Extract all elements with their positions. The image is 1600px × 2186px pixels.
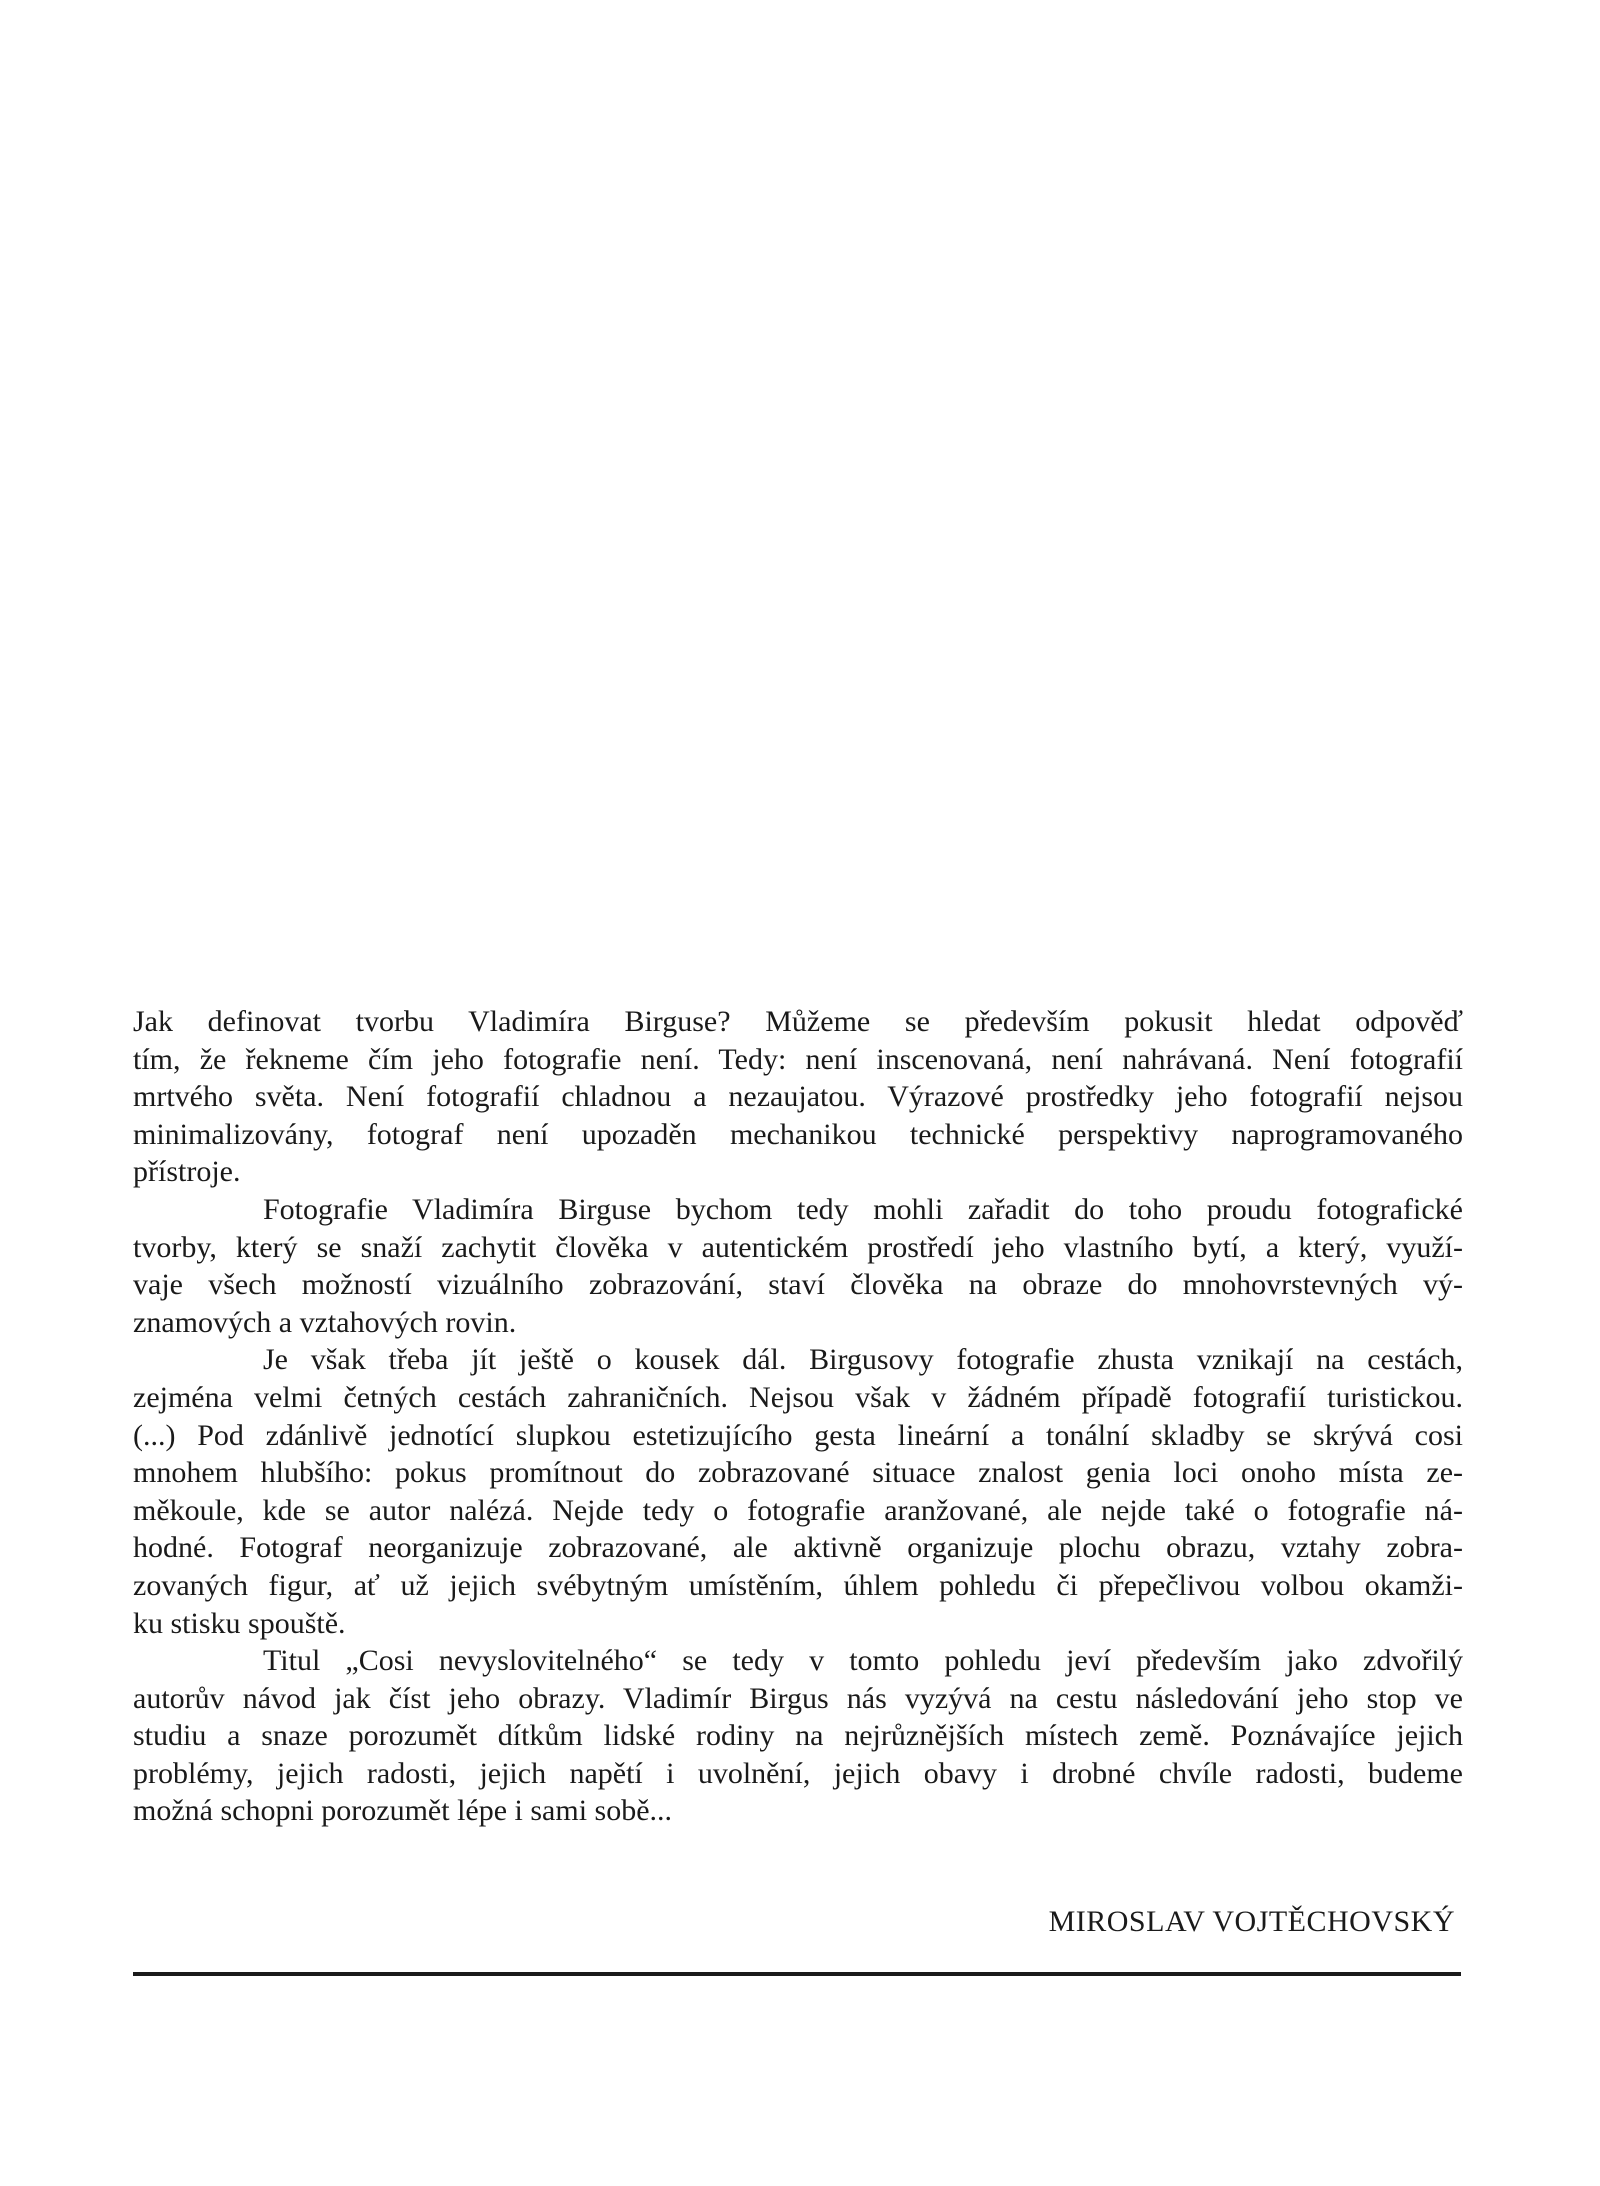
article-body <box>133 1003 1463 1830</box>
paragraph-line: zovaných figur, ať už jejich svébytným umístěním, úhlem pohledu či přepečlivou volbou okamži- <box>133 1568 1463 1602</box>
paragraph-line: hodné. Fotograf neorganizuje zobrazované, ale aktivně organizuje plochu obrazu, vztahy zobra- <box>133 1531 1463 1565</box>
paragraph-line: tím, že řekneme čím jeho fotografie není. Tedy: není inscenovaná, není nahrávaná. Není fotografií <box>133 1042 1463 1076</box>
paragraph-line: autorův návod jak číst jeho obrazy. Vladimír Birgus nás vyzývá na cestu následování jeho stop ve <box>133 1681 1463 1715</box>
paragraph-line: zejména velmi četných cestách zahraničních. Nejsou však v žádném případě fotografií turistickou. <box>133 1380 1463 1414</box>
paragraph-line: Fotografie Vladimíra Birguse bychom tedy mohli zařadit do toho proudu fotografické <box>263 1192 1463 1226</box>
paragraph-line: ku stisku spouště. <box>133 1606 346 1640</box>
paragraph-line: minimalizovány, fotograf není upozaděn mechanikou technické perspektivy naprogramovaného <box>133 1117 1463 1151</box>
paragraph-line: Je však třeba jít ještě o kousek dál. Birgusovy fotografie zhusta vznikají na cestách, <box>263 1343 1463 1377</box>
paragraph-line: tvorby, který se snaží zachytit člověka v autentickém prostředí jeho vlastního bytí, a který, využí- <box>133 1230 1463 1264</box>
paragraph-line: vaje všech možností vizuálního zobrazování, staví člověka na obraze do mnohovrstevných vý- <box>133 1268 1463 1302</box>
paragraph-line: mrtvého světa. Není fotografií chladnou a nezaujatou. Výrazové prostředky jeho fotografií nejsou <box>133 1080 1463 1114</box>
horizontal-divider <box>133 1972 1461 1976</box>
author-signature: MIROSLAV VOJTĚCHOVSKÝ <box>1048 1905 1455 1938</box>
paragraph-line: (...) Pod zdánlivě jednotící slupkou estetizujícího gesta lineární a tonální skladby se skrývá cosi <box>133 1418 1463 1452</box>
paragraph-line: Titul „Cosi nevyslovitelného“ se tedy v tomto pohledu jeví především jako zdvořilý <box>263 1644 1463 1678</box>
paragraph-line: studiu a snaze porozumět dítkům lidské rodiny na nejrůznějších místech země. Poznávajíce jejich <box>133 1719 1463 1753</box>
paragraph-line: problémy, jejich radosti, jejich napětí i uvolnění, jejich obavy i drobné chvíle radosti, budeme <box>133 1756 1463 1790</box>
paragraph-line: možná schopni porozumět lépe i sami sobě... <box>133 1794 673 1828</box>
paragraph-line: měkoule, kde se autor nalézá. Nejde tedy o fotografie aranžované, ale nejde také o fotografie ná- <box>133 1493 1463 1527</box>
paragraph-line: přístroje. <box>133 1155 241 1189</box>
paragraph-line: znamových a vztahových rovin. <box>133 1305 517 1339</box>
paragraph-line: Jak definovat tvorbu Vladimíra Birguse? Můžeme se především pokusit hledat odpověď <box>133 1005 1463 1038</box>
paragraph-line: mnohem hlubšího: pokus promítnout do zobrazované situace znalost genia loci onoho místa ze- <box>133 1456 1463 1490</box>
